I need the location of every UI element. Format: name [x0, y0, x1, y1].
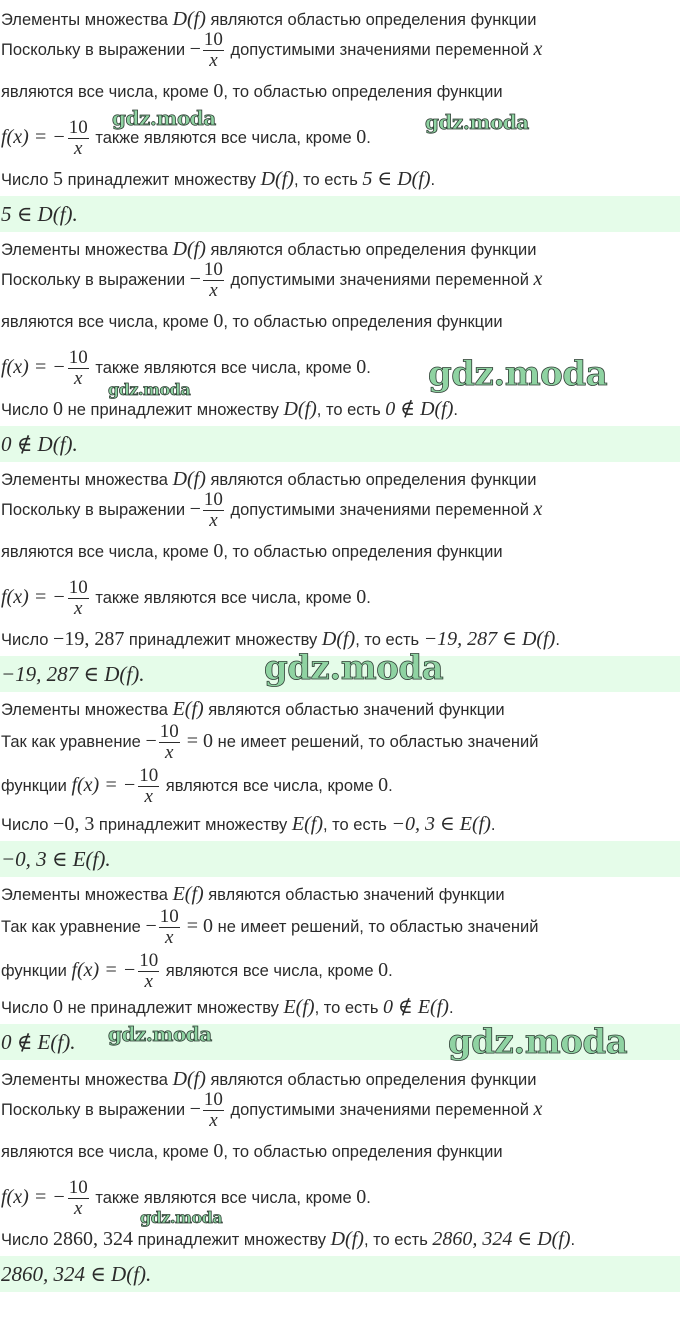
watermark: gdz.moda: [428, 354, 608, 394]
block-6-line-5: Число 2860, 324 принадлежит множеству D(f), то есть 2860, 324 ∈ D(f).: [1, 1228, 576, 1250]
answer-box-1: 5 ∈ D(f).: [0, 196, 680, 232]
fraction: $\frac{10}{x}$: [139, 765, 159, 807]
block-4-line-2: Так как уравнение − $\frac{10}{x}$ = 0 не имеет решений, то областью значений: [1, 721, 539, 763]
block-5-line-5: Число 0 не принадлежит множеству E(f), то есть 0 ∉ E(f).: [1, 996, 454, 1018]
block-5-line-2: Так как уравнение − $\frac{10}{x}$ = 0 не имеет решений, то областью значений: [1, 906, 539, 948]
fraction: $\frac{10}{x}$: [68, 117, 88, 159]
block-3-line-1: Элементы множества D(f) являются областью определения функции: [1, 468, 537, 490]
watermark: gdz.moda: [112, 106, 216, 130]
answer-box-4: −0, 3 ∈ E(f).: [0, 841, 680, 877]
block-3-line-4: f(x) = − $\frac{10}{x}$ также являются все числа, кроме 0.: [1, 577, 371, 619]
fraction: $\frac{10}{x}$: [203, 1089, 223, 1131]
block-1-line-5: Число 5 принадлежит множеству D(f), то есть 5 ∈ D(f).: [1, 168, 436, 190]
answer-box-6: 2860, 324 ∈ D(f).: [0, 1256, 680, 1292]
fraction: $\frac{10}{x}$: [68, 1177, 88, 1219]
watermark: gdz.moda: [264, 648, 444, 688]
watermark: gdz.moda: [448, 1022, 628, 1062]
block-3-line-2: Поскольку в выражении − $\frac{10}{x}$ допустимыми значениями переменной x: [1, 489, 543, 531]
fraction: $\frac{10}{x}$: [68, 347, 88, 389]
block-4-line-1: Элементы множества E(f) являются областью значений функции: [1, 698, 505, 720]
block-2-line-2: Поскольку в выражении − $\frac{10}{x}$ допустимыми значениями переменной x: [1, 259, 543, 301]
block-6-line-4: f(x) = − $\frac{10}{x}$ также являются все числа, кроме 0.: [1, 1177, 371, 1219]
block-1-line-3: являются все числа, кроме 0, то областью определения функции: [1, 80, 503, 102]
watermark: gdz.moda: [108, 380, 191, 399]
fraction: $\frac{10}{x}$: [203, 489, 223, 531]
block-1-line-1: Элементы множества D(f) являются областью определения функции: [1, 8, 537, 30]
block-3-line-3: являются все числа, кроме 0, то областью определения функции: [1, 540, 503, 562]
block-4-line-3: функции f(x) = − $\frac{10}{x}$ являются все числа, кроме 0.: [1, 765, 393, 807]
fraction: $\frac{10}{x}$: [203, 259, 223, 301]
watermark: gdz.moda: [425, 110, 529, 134]
fraction: $\frac{10}{x}$: [159, 906, 179, 948]
block-1-line-2: Поскольку в выражении − $\frac{10}{x}$ допустимыми значениями переменной x: [1, 29, 543, 71]
block-2-line-3: являются все числа, кроме 0, то областью определения функции: [1, 310, 503, 332]
block-2-line-5: Число 0 не принадлежит множеству D(f), то есть 0 ∉ D(f).: [1, 398, 458, 420]
answer-box-3: −19, 287 ∈ D(f).: [0, 656, 680, 692]
block-1-line-4: f(x) = − $\frac{10}{x}$ также являются все числа, кроме 0.: [1, 117, 371, 159]
block-5-line-1: Элементы множества E(f) являются областью значений функции: [1, 883, 505, 905]
fraction: $\frac{10}{x}$: [159, 721, 179, 763]
block-3-line-5: Число −19, 287 принадлежит множеству D(f), то есть −19, 287 ∈ D(f).: [1, 628, 560, 650]
block-6-line-2: Поскольку в выражении − $\frac{10}{x}$ допустимыми значениями переменной x: [1, 1089, 543, 1131]
fraction: $\frac{10}{x}$: [203, 29, 223, 71]
answer-box-5: 0 ∉ E(f).: [0, 1024, 680, 1060]
watermark: gdz.moda: [108, 1022, 212, 1046]
fraction: $\frac{10}{x}$: [68, 577, 88, 619]
block-2-line-1: Элементы множества D(f) являются областью определения функции: [1, 238, 537, 260]
block-6-line-1: Элементы множества D(f) являются областью определения функции: [1, 1068, 537, 1090]
block-2-line-4: f(x) = − $\frac{10}{x}$ также являются все числа, кроме 0.: [1, 347, 371, 389]
watermark: gdz.moda: [140, 1208, 223, 1227]
block-4-line-5: Число −0, 3 принадлежит множеству E(f), то есть −0, 3 ∈ E(f).: [1, 813, 496, 835]
fraction: $\frac{10}{x}$: [139, 950, 159, 992]
answer-box-2: 0 ∉ D(f).: [0, 426, 680, 462]
block-6-line-3: являются все числа, кроме 0, то областью определения функции: [1, 1140, 503, 1162]
block-5-line-3: функции f(x) = − $\frac{10}{x}$ являются все числа, кроме 0.: [1, 950, 393, 992]
